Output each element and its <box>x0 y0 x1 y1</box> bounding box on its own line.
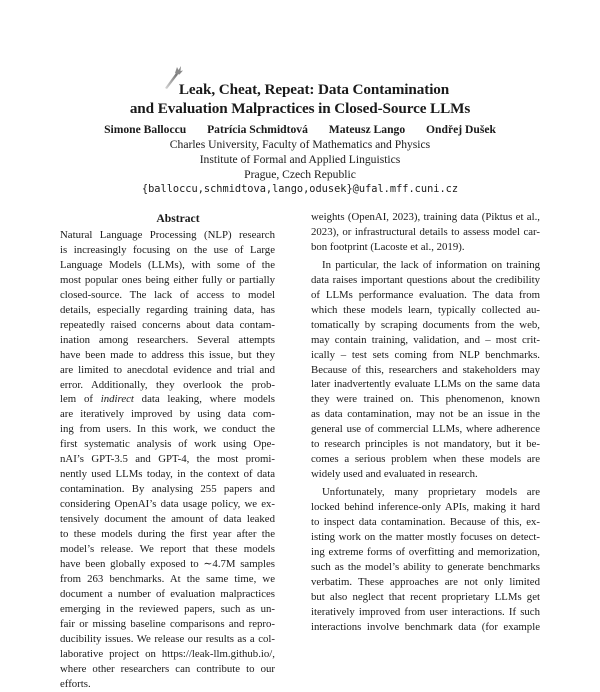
abstract-line: contamination. By analysing 255 papers and <box>60 483 275 496</box>
author-email: {balloccu,schmidtova,lango,odusek}@ufal.mff.cuni.cz <box>141 183 459 195</box>
body-line: locked behind inference-only APIs, making it hard <box>311 501 540 514</box>
body-line: they were trained on. This phenomenon, known <box>311 393 540 406</box>
body-line: widely used and evaluated in research. <box>311 468 478 481</box>
abstract-line: nAI’s GPT-3.5 and GPT-4, the most promi- <box>60 453 275 466</box>
body-line: tomatically by scraping documents from the web, <box>311 318 540 331</box>
author-name: Ondřej Dušek <box>426 123 496 136</box>
abstract-heading: Abstract <box>156 212 200 225</box>
body-line: data raises important questions about the credibility <box>311 273 540 286</box>
abstract-text <box>60 228 275 690</box>
body-line: Because of this, researchers and stakeholders may <box>311 363 540 376</box>
body-line: isting work on the matter mostly focuses on detect- <box>311 531 540 544</box>
abstract-line: closed-source. The lack of access to model <box>60 288 275 301</box>
affiliation-block <box>0 137 600 197</box>
abstract-line: ination among researchers. Several attempts <box>60 333 275 346</box>
abstract-line: Natural Language Processing (NLP) research <box>60 229 275 241</box>
abstract-line: where other researchers can contribute to our <box>60 662 275 675</box>
body-line: may contain training, validation, and – most crit- <box>311 333 540 346</box>
abstract-line: have been made to address this issue, but they <box>60 348 275 361</box>
abstract-line: from 263 benchmarks. At the same time, we <box>60 572 275 585</box>
body-line: bon footprint (Lacoste et al., 2019). <box>311 240 465 253</box>
abstract-line: lem of indirect data leaking, where models <box>60 393 275 406</box>
body-line: general use of commercial LLMs, where adherence <box>311 423 540 436</box>
italic-term: indirect <box>100 393 134 406</box>
abstract-line: document a number of evaluation malpractices <box>60 587 275 600</box>
affiliation-line: Institute of Formal and Applied Linguistics <box>199 153 401 166</box>
affiliation-line: Prague, Czech Republic <box>244 168 356 181</box>
body-line: ically – test sets coming from NLP benchmarks. <box>311 348 540 361</box>
body-line: iteratively improved from user interactions. If such <box>311 605 540 618</box>
body-line: In particular, the lack of information on training <box>322 258 540 271</box>
body-line: later inadvertently evaluate LLMs on the same data <box>311 378 540 391</box>
body-line: to inspect data contamination. Because of this, ex- <box>311 516 540 529</box>
body-paragraph <box>311 485 540 635</box>
author-list <box>0 123 600 137</box>
body-line: ing extreme forms of overfitting and memorization, <box>311 545 540 558</box>
abstract-line: first systematic analysis of work using Ope- <box>60 438 275 451</box>
body-line: verbatim. These approaches are not only limited <box>311 575 540 588</box>
body-paragraph <box>311 258 540 482</box>
abstract-line: fair or missing baseline comparisons and repro- <box>60 617 275 630</box>
abstract-line: ing from users. In this work, we conduct the <box>60 423 275 436</box>
abstract-line: efforts. <box>60 677 91 690</box>
author-name: Mateusz Lango <box>328 123 406 136</box>
abstract-line: details, especially regarding training data, has <box>60 303 275 316</box>
body-line: weights (OpenAI, 2023), training data (Piktus et al., <box>311 211 540 223</box>
body-line: 2023), or infrastructural details to assess model car- <box>311 225 540 238</box>
abstract-line: model’s release. We report that these models <box>60 543 275 556</box>
body-line: comes a serious problem when these models are <box>311 453 540 466</box>
paper-title <box>0 80 600 118</box>
body-line: interactions involve benchmark data (for example <box>311 620 540 633</box>
body-line: to research principles is not mandatory, but it be- <box>311 438 540 451</box>
body-line: of LLMs performance evaluation. The data from <box>311 288 540 301</box>
abstract-line: Language Models (LLMs), with some of the <box>60 258 275 271</box>
title-line: Leak, Cheat, Repeat: Data Contamination <box>178 81 450 98</box>
title-line: and Evaluation Malpractices in Closed-Source LLMs <box>129 100 471 117</box>
body-line: but also neglect that recent proprietary LLMs get <box>311 590 540 603</box>
author-name: Simone Balloccu <box>104 123 187 136</box>
abstract-line: to these models during the first year after the <box>60 528 275 541</box>
abstract-line: considering OpenAI’s data usage policy, we ex- <box>60 498 275 511</box>
body-paragraph <box>311 210 540 255</box>
abstract-line: laborative project on https://leak-llm.github.io/, <box>60 647 275 660</box>
abstract-line: emerging in the reviewed papers, such as un- <box>60 602 275 615</box>
body-line: which these models learn, typically collected au- <box>311 303 540 316</box>
abstract-line: are limited to anecdotal evidence and trial and <box>60 363 275 376</box>
body-line: Unfortunately, many proprietary models are <box>322 486 540 499</box>
body-line: such as the model’s ability to generate benchmarks <box>311 560 540 573</box>
affiliation-line: Charles University, Faculty of Mathematics and Physics <box>169 138 431 151</box>
body-line: as data contamination, may not be an issue in the <box>311 408 540 421</box>
abstract-line: is increasingly focusing on the use of Large <box>60 243 275 256</box>
abstract-line: have been globally exposed to ∼4.7M samples <box>60 557 275 570</box>
abstract-line: most popular ones being either fully or partially <box>60 273 275 286</box>
abstract-line: ducibility issues. We release our results as a col- <box>60 632 275 645</box>
author-name: Patrícia Schmidtová <box>207 123 308 136</box>
abstract-line: tensively document the amount of data leaked <box>60 513 275 526</box>
abstract-line: repeatedly raised concerns about data contam- <box>60 318 275 331</box>
abstract-line: are iteratively improved by using data com- <box>60 408 275 421</box>
introduction-text <box>311 210 540 633</box>
abstract-line: error. Additionally, they overlook the prob- <box>60 378 275 391</box>
abstract-line: nently used LLMs today, in the context of data <box>60 468 275 481</box>
